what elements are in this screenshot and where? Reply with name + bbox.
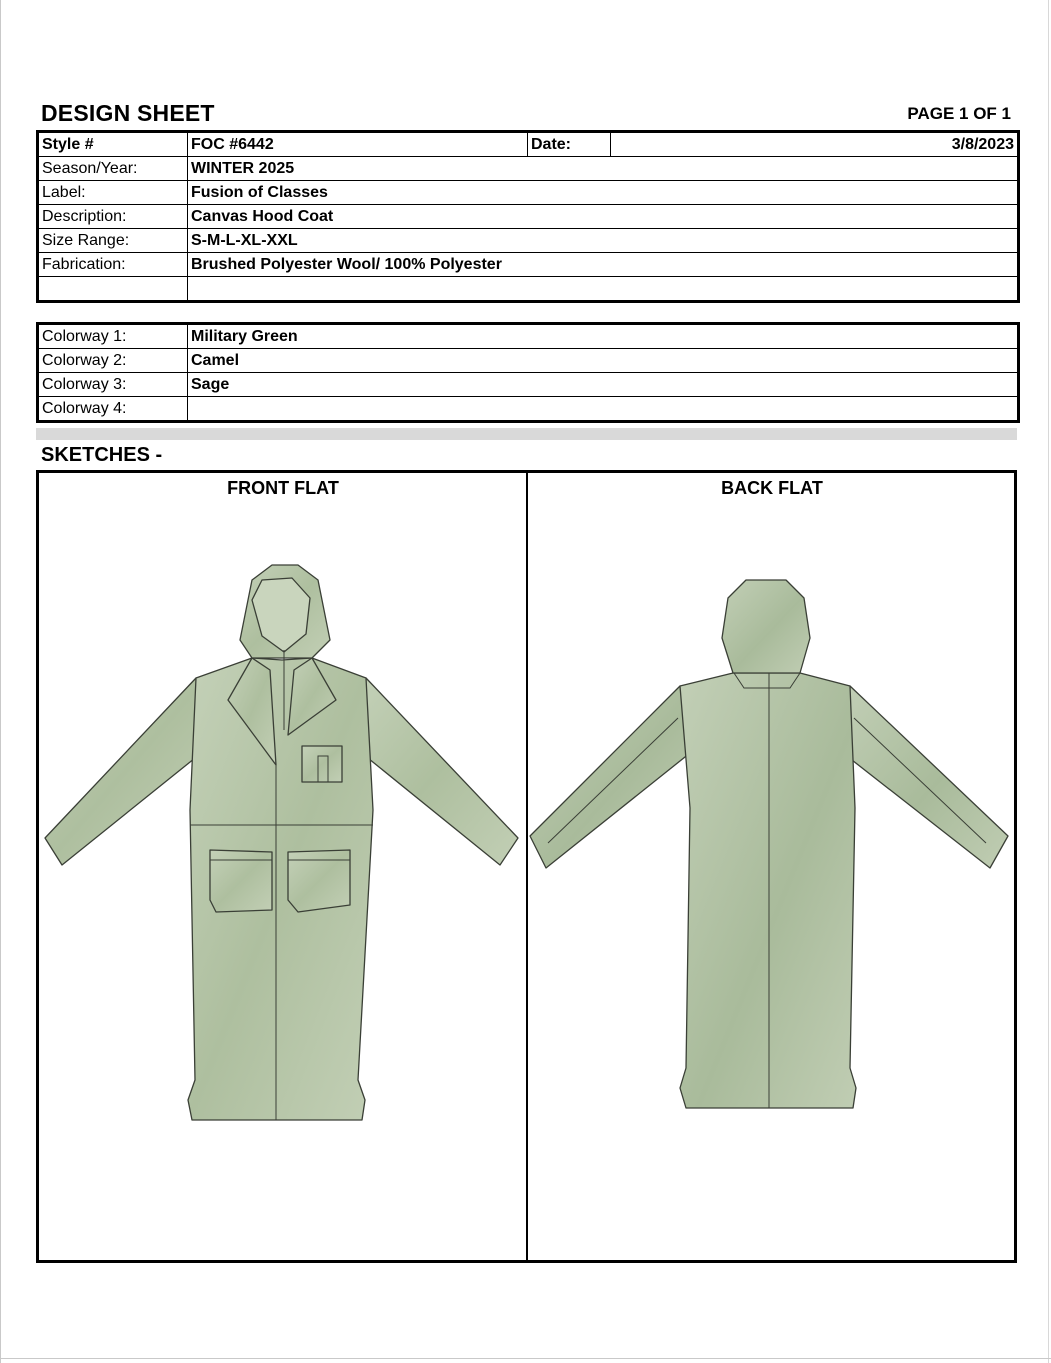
blank-label (38, 277, 188, 302)
size-range-label: Size Range: (38, 229, 188, 253)
page-number: PAGE 1 OF 1 (907, 104, 1011, 123)
colorway-table (36, 322, 1020, 423)
label-value: Fusion of Classes (188, 181, 1019, 205)
colorway-label: Colorway 4: (38, 397, 188, 422)
sketches-heading: SKETCHES - (41, 444, 163, 466)
colorway-value: Camel (188, 349, 1019, 373)
table-row (38, 349, 1019, 373)
front-flat-sketch (40, 560, 524, 1130)
description-label: Description: (38, 205, 188, 229)
label-label: Label: (38, 181, 188, 205)
table-row (38, 397, 1019, 422)
section-divider (36, 428, 1017, 440)
colorway-label: Colorway 2: (38, 349, 188, 373)
season-label: Season/Year: (38, 157, 188, 181)
date-label: Date: (528, 132, 611, 157)
colorway-value (188, 397, 1019, 422)
document-title: DESIGN SHEET (41, 100, 215, 126)
size-range-value: S-M-L-XL-XXL (188, 229, 1019, 253)
style-info-table (36, 130, 1020, 303)
style-number-value: FOC #6442 (188, 132, 528, 157)
description-value: Canvas Hood Coat (188, 205, 1019, 229)
table-row (38, 132, 1019, 157)
back-flat-title: BACK FLAT (721, 478, 823, 498)
table-row (38, 205, 1019, 229)
colorway-label: Colorway 3: (38, 373, 188, 397)
colorway-value: Military Green (188, 324, 1019, 349)
table-row (38, 324, 1019, 349)
page-edge (0, 0, 1, 1363)
page-edge (0, 1358, 1051, 1359)
fabrication-value: Brushed Polyester Wool/ 100% Polyester (188, 253, 1019, 277)
table-row (38, 373, 1019, 397)
blank-value (188, 277, 1019, 302)
table-row (38, 277, 1019, 302)
season-value: WINTER 2025 (188, 157, 1019, 181)
table-row (38, 181, 1019, 205)
table-row (38, 157, 1019, 181)
front-flat-title: FRONT FLAT (227, 478, 339, 498)
style-number-label: Style # (38, 132, 188, 157)
colorway-label: Colorway 1: (38, 324, 188, 349)
table-row (38, 253, 1019, 277)
date-value: 3/8/2023 (611, 132, 1019, 157)
back-flat-sketch (528, 578, 1012, 1118)
page-edge (1048, 0, 1049, 1363)
fabrication-label: Fabrication: (38, 253, 188, 277)
colorway-value: Sage (188, 373, 1019, 397)
table-row (38, 229, 1019, 253)
